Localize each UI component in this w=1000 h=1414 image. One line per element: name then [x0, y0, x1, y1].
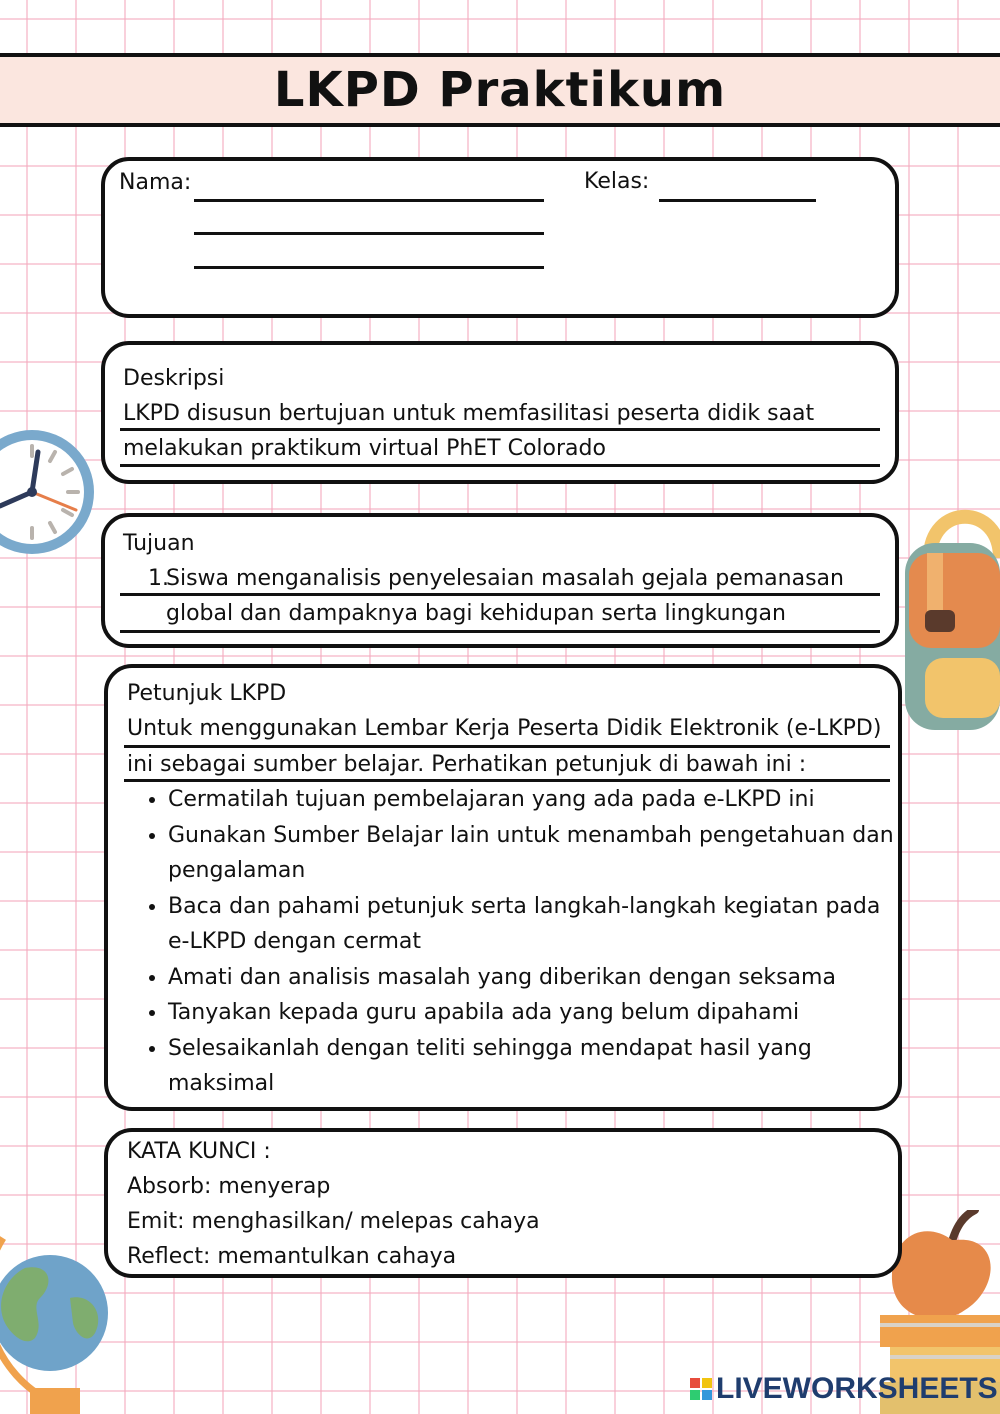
clock-icon	[0, 422, 102, 562]
page-title: LKPD Praktikum	[273, 62, 727, 118]
description-line-2: melakukan praktikum virtual PhET Colorado	[123, 436, 606, 461]
keyword-absorb: Absorb: menyerap	[127, 1174, 331, 1199]
liveworksheets-logo-icon	[690, 1378, 712, 1400]
guide-item: • Gunakan Sumber Belajar lain untuk menambah pengetahuan dan pengalaman	[168, 818, 898, 889]
name-label: Nama:	[119, 170, 192, 195]
class-label: Kelas:	[584, 169, 650, 194]
goal-heading: Tujuan	[123, 531, 195, 556]
goal-rule-2	[120, 630, 880, 633]
brand-text: LIVEWORKSHEETS	[716, 1372, 998, 1405]
guide-heading: Petunjuk LKPD	[127, 681, 287, 706]
name-input-line-2[interactable]	[194, 232, 544, 235]
guide-item: • Tanyakan kepada guru apabila ada yang belum dipahami	[168, 995, 898, 1031]
title-banner	[0, 53, 1000, 127]
name-input-line-1[interactable]	[194, 199, 544, 202]
description-rule-2	[120, 464, 880, 467]
keyword-emit: Emit: menghasilkan/ melepas cahaya	[127, 1209, 540, 1234]
goal-line-1: Siswa menganalisis penyelesaian masalah gejala pemanasan	[166, 566, 844, 591]
liveworksheets-brand	[690, 1372, 998, 1406]
guide-item: • Amati dan analisis masalah yang diberikan dengan seksama	[168, 960, 898, 996]
keywords-heading: KATA KUNCI :	[127, 1139, 271, 1164]
guide-item: • Baca dan pahami petunjuk serta langkah-langkah kegiatan pada e-LKPD dengan cermat	[168, 889, 898, 960]
description-heading: Deskripsi	[123, 366, 225, 391]
guide-rule-1	[124, 745, 890, 748]
guide-item: • Selesaikanlah dengan teliti sehingga mendapat hasil yang maksimal	[168, 1031, 898, 1102]
goal-number: 1.	[148, 566, 169, 591]
goal-rule-1	[120, 593, 880, 596]
description-rule-1	[120, 428, 880, 431]
guide-item: • Cermatilah tujuan pembelajaran yang ada pada e-LKPD ini	[168, 782, 898, 818]
backpack-icon	[905, 498, 1000, 730]
globe-icon	[0, 1228, 113, 1414]
description-line-1: LKPD disusun bertujuan untuk memfasilitasi peserta didik saat	[123, 401, 815, 426]
guide-intro-line-2: ini sebagai sumber belajar. Perhatikan petunjuk di bawah ini :	[127, 752, 807, 777]
class-input-line[interactable]	[659, 199, 816, 202]
name-input-line-3[interactable]	[194, 266, 544, 269]
identity-box	[101, 157, 899, 318]
guide-list	[140, 782, 898, 1102]
goal-line-2: global dan dampaknya bagi kehidupan serta lingkungan	[166, 601, 786, 626]
keyword-reflect: Reflect: memantulkan cahaya	[127, 1244, 457, 1269]
guide-intro-line-1: Untuk menggunakan Lembar Kerja Peserta Didik Elektronik (e-LKPD)	[127, 716, 882, 741]
